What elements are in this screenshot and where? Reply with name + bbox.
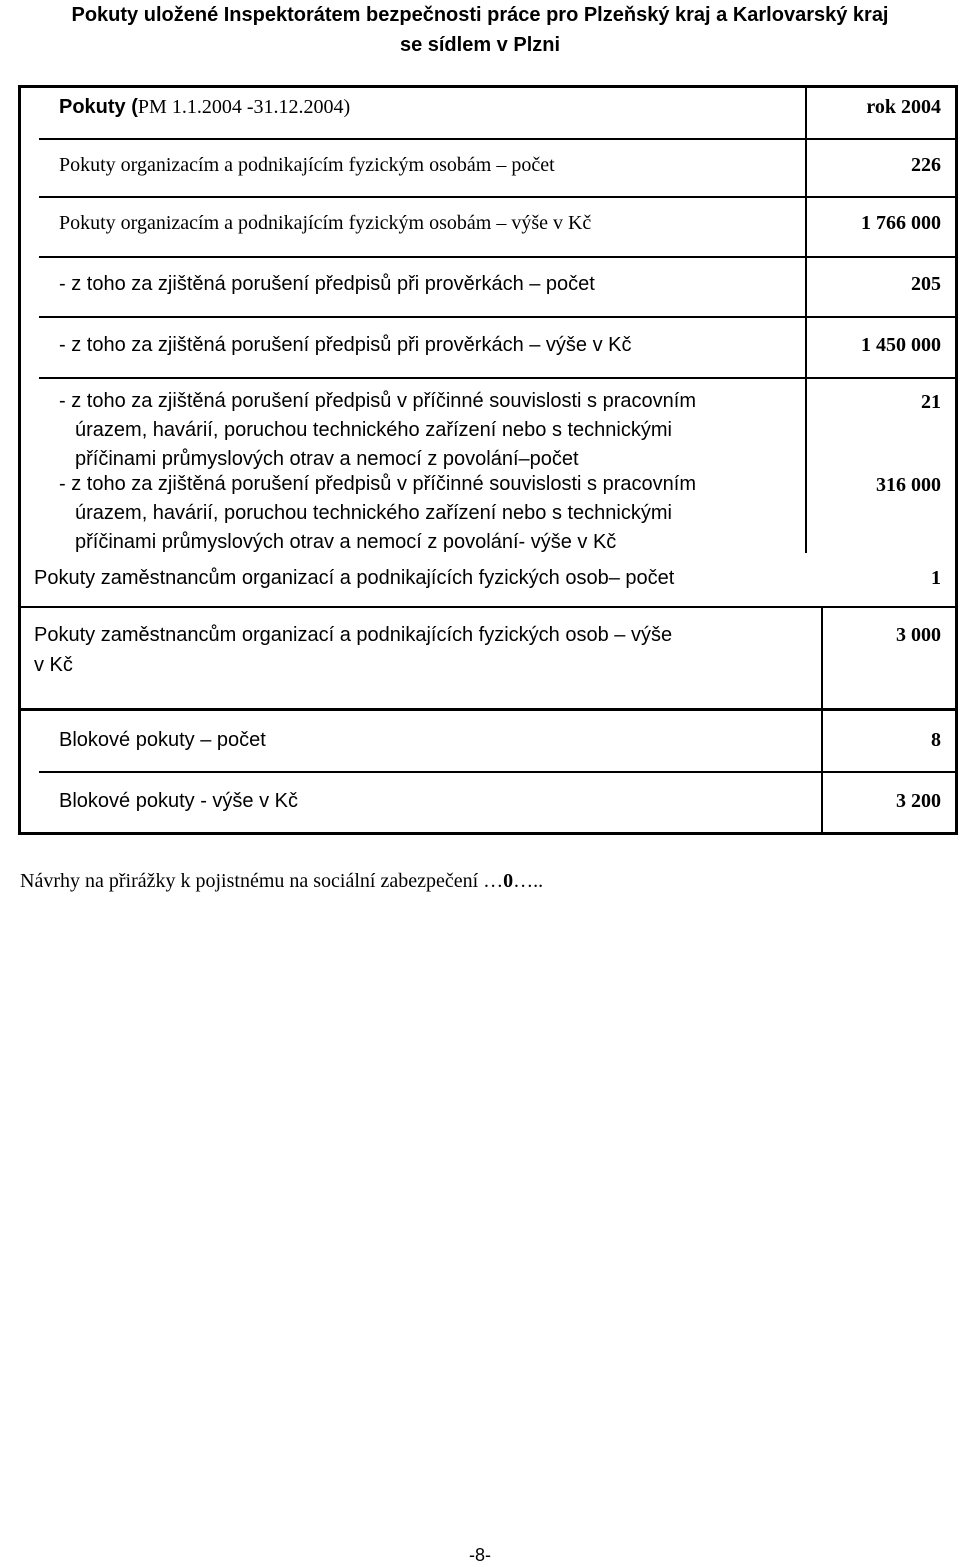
header-label: Pokuty (PM 1.1.2004 -31.12.2004) — [59, 96, 351, 118]
table-row: Pokuty organizacím a podnikajícím fyzickým osobám – výše v Kč 1 766 000 — [39, 198, 955, 258]
header-year: rok 2004 — [866, 96, 941, 118]
table-row: Pokuty zaměstnancům organizací a podnikajících fyzických osob– počet 1 — [21, 553, 955, 608]
table-row: Blokové pokuty - výše v Kč 3 200 — [39, 773, 955, 832]
page-number: -8- — [469, 1545, 491, 1565]
table-row: Pokuty zaměstnancům organizací a podnikajících fyzických osob – výše v Kč 3 000 — [21, 608, 955, 711]
title-line-2: se sídlem v Plzni — [399, 34, 561, 56]
table-header-row — [39, 88, 955, 140]
footnote: Návrhy na přirážky k pojistnému na sociální zabezpečení …0….. — [20, 870, 544, 892]
table-row: - z toho za zjištěná porušení předpisů v příčinné souvislosti s pracovním úrazem, havárií, poruchou technického zařízení nebo s technickými příčinami průmyslových otrav a nemocí z povolání–počet 21 — [39, 379, 955, 466]
table-row: - z toho za zjištěná porušení předpisů v příčinné souvislosti s pracovním úrazem, havárií, poruchou technického zařízení nebo s technickými příčinami průmyslových otrav a nemocí z povolání- výše v Kč 316 000 — [39, 466, 955, 553]
fines-table — [18, 85, 958, 835]
table-row: - z toho za zjištěná porušení předpisů při prověrkách – výše v Kč 1 450 000 — [39, 318, 955, 379]
title-line-1: Pokuty uložené Inspektorátem bezpečnosti práce pro Plzeňský kraj a Karlovarský kraj — [71, 4, 889, 26]
table-row: Blokové pokuty – počet 8 — [39, 711, 955, 773]
document-title — [0, 0, 960, 60]
table-row: - z toho za zjištěná porušení předpisů při prověrkách – počet 205 — [39, 258, 955, 318]
table-row: Pokuty organizacím a podnikajícím fyzickým osobám – počet 226 — [39, 140, 955, 198]
